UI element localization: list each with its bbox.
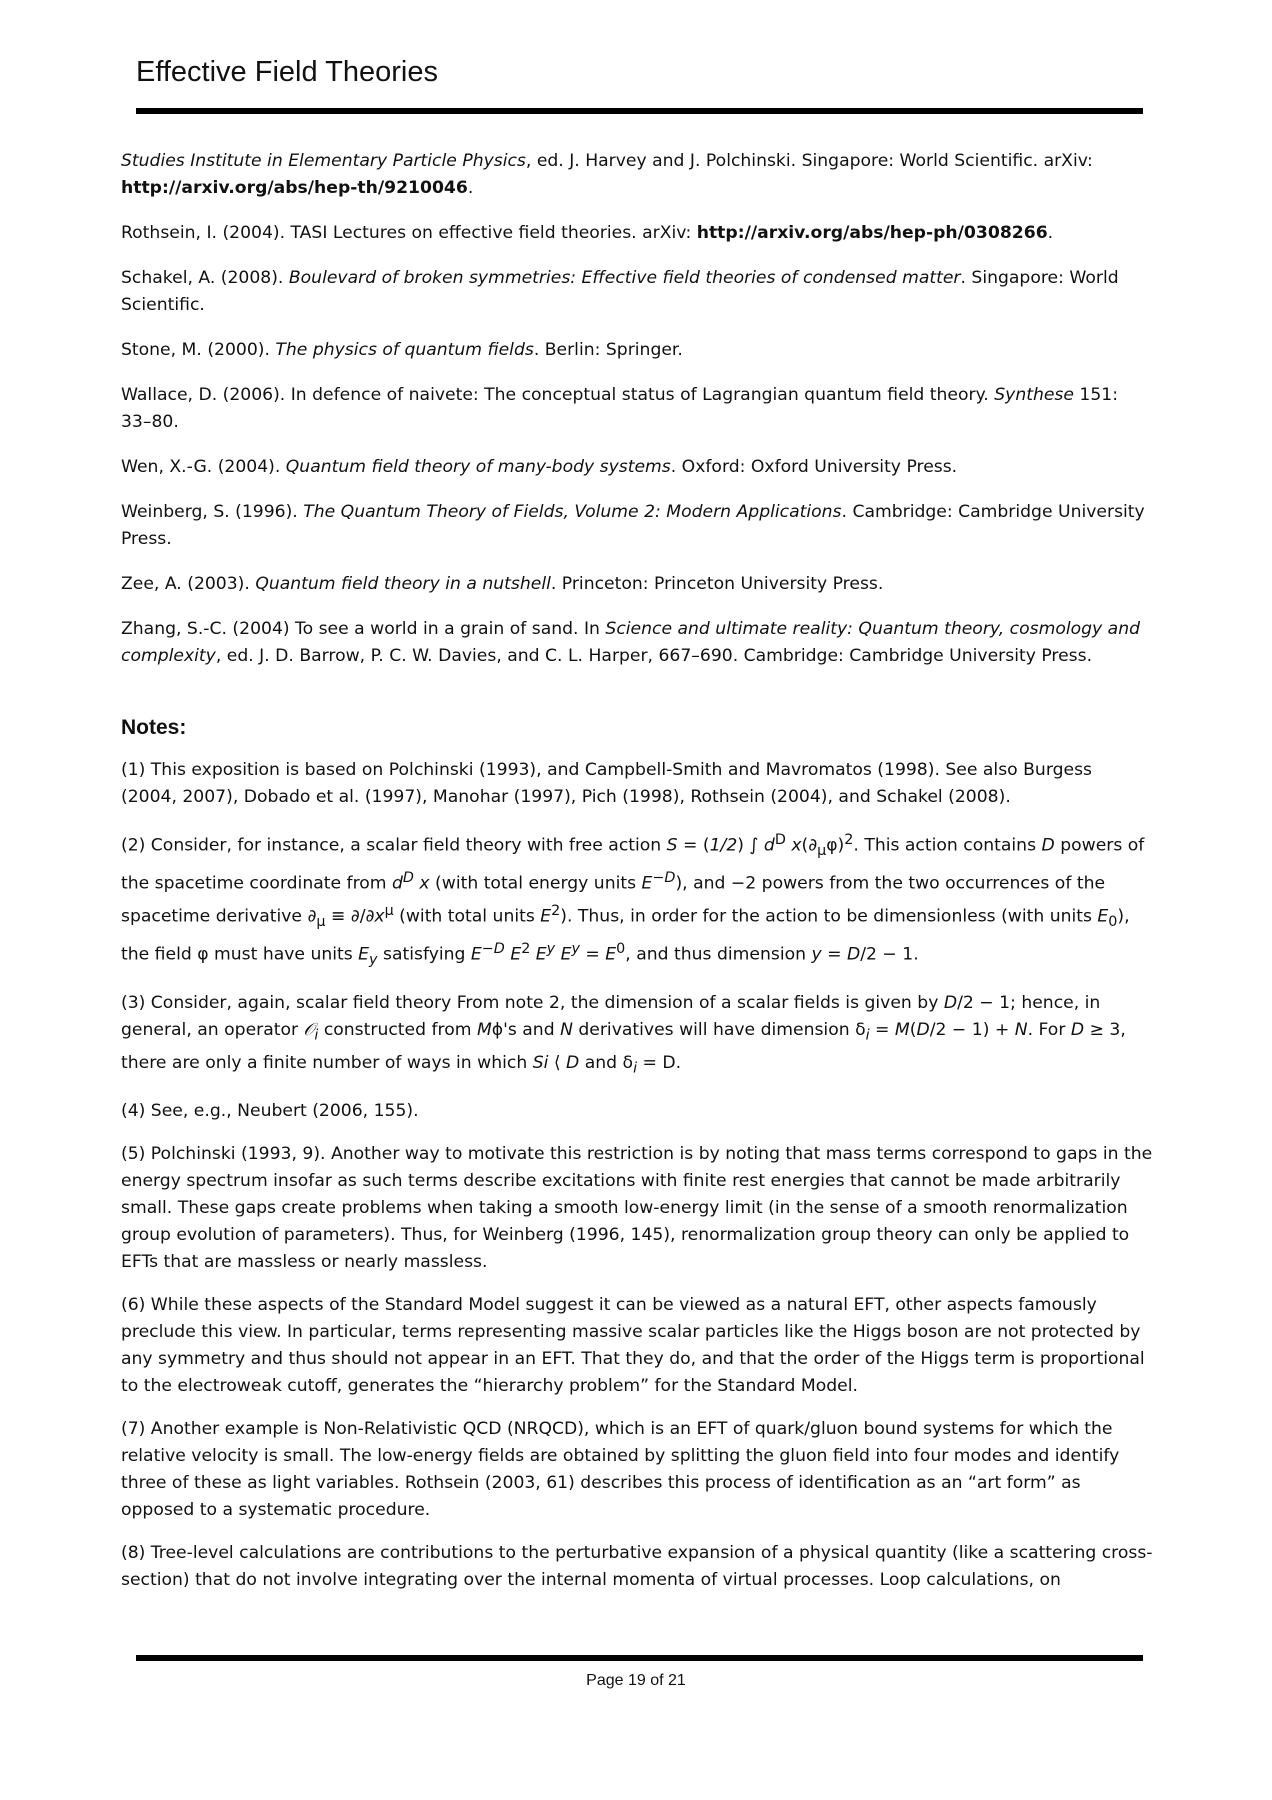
reference-entry: Schakel, A. (2008). Boulevard of broken symmetries: Effective field theories of condensed matter. Singapore: World Scientific. bbox=[121, 268, 1119, 315]
note-4: (4) See, e.g., Neubert (2006, 155). bbox=[121, 1101, 419, 1122]
page-content bbox=[121, 148, 1153, 1610]
reference-entry: Zhang, S.-C. (2004) To see a world in a grain of sand. In Science and ultimate reality: Quantum theory, cosmology and complexity, ed. J. D. Barrow, P. C. W. Davies, and C. L. Harper, 667–690. Cambridge: Cambridge University Press. bbox=[121, 619, 1141, 666]
page-number: Page 19 of 21 bbox=[586, 1672, 686, 1689]
note-1: (1) This exposition is based on Polchinski (1993), and Campbell-Smith and Mavromatos (1998). See also Burgess (2004, 2007), Dobado et al. (1997), Manohar (1997), Pich (1998), Rothsein (2004), and Schakel (2008). bbox=[121, 760, 1092, 807]
reference-entry: Studies Institute in Elementary Particle Physics, ed. J. Harvey and J. Polchinski. Singapore: World Scientific. arXiv: http://arxiv.org/abs/hep-th/9210046. bbox=[121, 151, 1093, 198]
note-7: (7) Another example is Non-Relativistic QCD (NRQCD), which is an EFT of quark/gluon bound systems for which the relative velocity is small. The low-energy fields are obtained by splitting the gluon field into four modes and identify three of these as light variables. Rothsein (2003, 61) describes this process of identification as an “art form” as opposed to a systematic procedure. bbox=[121, 1419, 1120, 1521]
note-2: (2) Consider, for instance, a scalar field theory with free action S = (1/2) ∫ $d^D$ $x(\partial_\mu\varphi)^2$. This action contains D powers of the spacetime coordinate from $d^D$ x (with total energy units $E^{-D}$), and −2 powers from the two occurrences of the spacetime derivative $\partial_\mu \equiv \partial/\partial x^\mu$ (with total units $E^2$). Thus, in order for the action to be dimensionless (with units $E_0$), the field φ must have units $E_y$ satisfying $E^{-D}$ $E^2$ $E^y$ $E^y = E^0$, and thus dimension y = D/2 − 1. bbox=[121, 832, 1145, 969]
arxiv-link[interactable]: http://arxiv.org/abs/hep-th/9210046 bbox=[121, 178, 468, 198]
arxiv-link[interactable]: http://arxiv.org/abs/hep-ph/0308266 bbox=[696, 223, 1048, 243]
reference-entry: Zee, A. (2003). Quantum field theory in a nutshell. Princeton: Princeton University Press. bbox=[121, 574, 884, 594]
reference-entry: Rothsein, I. (2004). TASI Lectures on effective field theories. arXiv: http://arxiv.org/abs/hep-ph/0308266. bbox=[121, 223, 1054, 243]
reference-entry: Wen, X.-G. (2004). Quantum field theory of many-body systems. Oxford: Oxford University Press. bbox=[121, 457, 958, 477]
note-6: (6) While these aspects of the Standard Model suggest it can be viewed as a natural EFT, other aspects famously preclude this view. In particular, terms representing massive scalar particles like the Higgs boson are not protected by any symmetry and thus should not appear in an EFT. That they do, and that the order of the Higgs term is proportional to the electroweak cutoff, generates the “hierarchy problem” for the Standard Model. bbox=[121, 1295, 1145, 1397]
header-rule bbox=[136, 108, 1143, 114]
reference-entry: Wallace, D. (2006). In defence of naivete: The conceptual status of Lagrangian quantum field theory. Synthese 151: 33–80. bbox=[121, 385, 1119, 432]
running-header-title: Effective Field Theories bbox=[136, 56, 438, 88]
note-3: (3) Consider, again, scalar field theory From note 2, the dimension of a scalar fields is given by D/2 − 1; hence, in general, an operator 𝒪$_i$ constructed from Mϕ's and N derivatives will have dimension $\delta_i = M(D/2 - 1) + N$. For D ≥ 3, there are only a finite number of ways in which Si ⟨ D and $\delta_i = D$. bbox=[121, 993, 1126, 1077]
footer-rule bbox=[136, 1655, 1143, 1661]
notes-heading: Notes: bbox=[121, 716, 187, 739]
note-8: (8) Tree-level calculations are contributions to the perturbative expansion of a physical quantity (like a scattering cross-section) that do not involve integrating over the internal momenta of virtual processes. Loop calculations, on bbox=[121, 1543, 1153, 1591]
reference-entry: Weinberg, S. (1996). The Quantum Theory of Fields, Volume 2: Modern Applications. Cambridge: Cambridge University Press. bbox=[121, 502, 1145, 549]
reference-entry: Stone, M. (2000). The physics of quantum fields. Berlin: Springer. bbox=[121, 340, 683, 360]
note-5: (5) Polchinski (1993, 9). Another way to motivate this restriction is by noting that mass terms correspond to gaps in the energy spectrum insofar as such terms describe excitations with finite rest energies that cannot be made arbitrarily small. These gaps create problems when taking a smooth low-energy limit (in the sense of a smooth renormalization group evolution of parameters). Thus, for Weinberg (1996, 145), renormalization group theory can only be applied to EFTs that are massless or nearly massless. bbox=[121, 1144, 1153, 1273]
